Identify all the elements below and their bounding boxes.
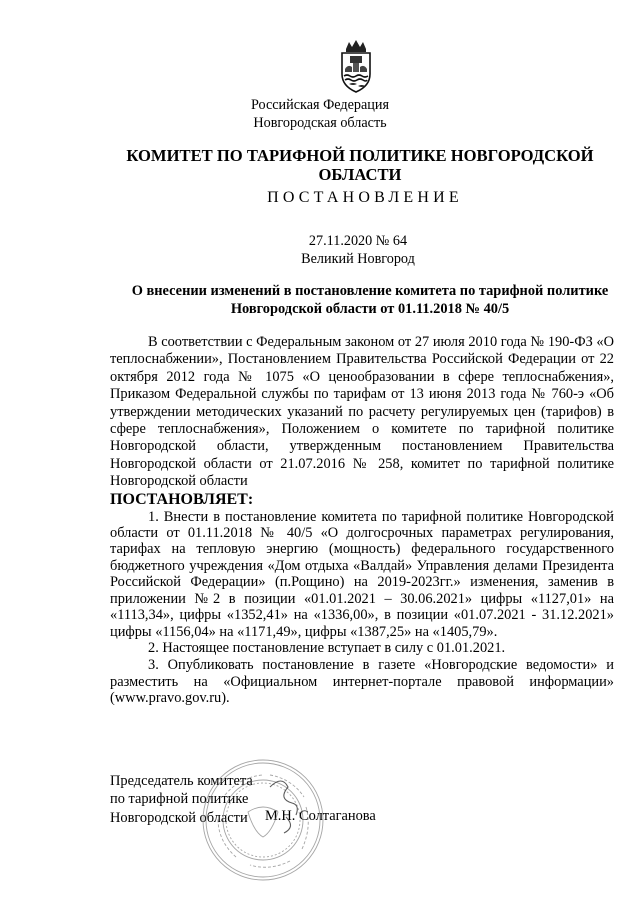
date-number: 27.11.2020 № 64 bbox=[308, 233, 408, 249]
city-line: Великий Новгород bbox=[301, 251, 415, 267]
signatory-position-line2: по тарифной политике bbox=[110, 791, 249, 808]
committee-title: КОМИТЕТ ПО ТАРИФНОЙ ПОЛИТИКЕ НОВГОРОДСКОЙ ОБЛАСТИ bbox=[126, 146, 594, 184]
country-line: Российская Федерация bbox=[250, 97, 390, 113]
decree-item-1: 1. Внести в постановление комитета по тарифной политике Новгородской области от 01.11.2018 № 40/5 «О долгосрочных параметрах регулирования, тарифах на тепловую энергию (мощность) федерального государственного бюджетного учреждения «Дом отдыха «Валдай» Управления делами Президента Российской Федерации» (п.Рощино) на 2019-2023гг.» изменения, заменив в приложении №2 в позиции «01.01.2021 – 30.06.2021» цифры «1127,01» на «1113,34», цифры «1352,41» на «1336,00», в позиции «01.07.2021 - 31.12.2021» цифры «1156,04» на «1171,49», цифры «1387,25» на «1405,79». bbox=[110, 508, 614, 640]
decree-body bbox=[110, 334, 614, 707]
coat-of-arms-icon bbox=[333, 38, 379, 94]
decree-item-2: 2. Настоящее постановление вступает в силу с 01.01.2021. bbox=[148, 639, 506, 656]
decree-verb: ПОСТАНОВЛЯЕТ: bbox=[110, 490, 254, 508]
region-line: Новгородская область bbox=[253, 115, 387, 131]
signatory-name: М.Н. Солтаганова bbox=[265, 808, 376, 824]
signatory-position-line3: Новгородской области bbox=[110, 809, 248, 826]
official-seal-icon bbox=[200, 757, 326, 883]
decree-item-3: 3. Опубликовать постановление в газете «Новгородские ведомости» и разместить на «Официальном интернет-портале правовой информации» (www.pravo.gov.ru). bbox=[110, 657, 614, 707]
signatory-position-line1: Председатель комитета bbox=[110, 773, 253, 789]
document-type: ПОСТАНОВЛЕНИЕ bbox=[267, 189, 463, 206]
decree-subject: О внесении изменений в постановление комитета по тарифной политике Новгородской области от 01.11.2018 № 40/5 bbox=[131, 283, 609, 317]
preamble-paragraph: В соответствии с Федеральным законом от 27 июля 2010 года № 190-ФЗ «О теплоснабжении», Постановлением Правительства Российской Федерации от 22 октября 2012 года № 1075 «О ценообразовании в сфере теплоснабжения», Приказом Федеральной службы по тарифам от 13 июня 2013 года № 760-э «Об утверждении методических указаний по расчету регулируемых цен (тарифов) в сфере теплоснабжения», Положением о комитете по тарифной политике Новгородской области, утвержденным постановлением Правительства Новгородской области от 21.07.2016 № 258, комитет по тарифной политике Новгородской области bbox=[110, 334, 614, 490]
